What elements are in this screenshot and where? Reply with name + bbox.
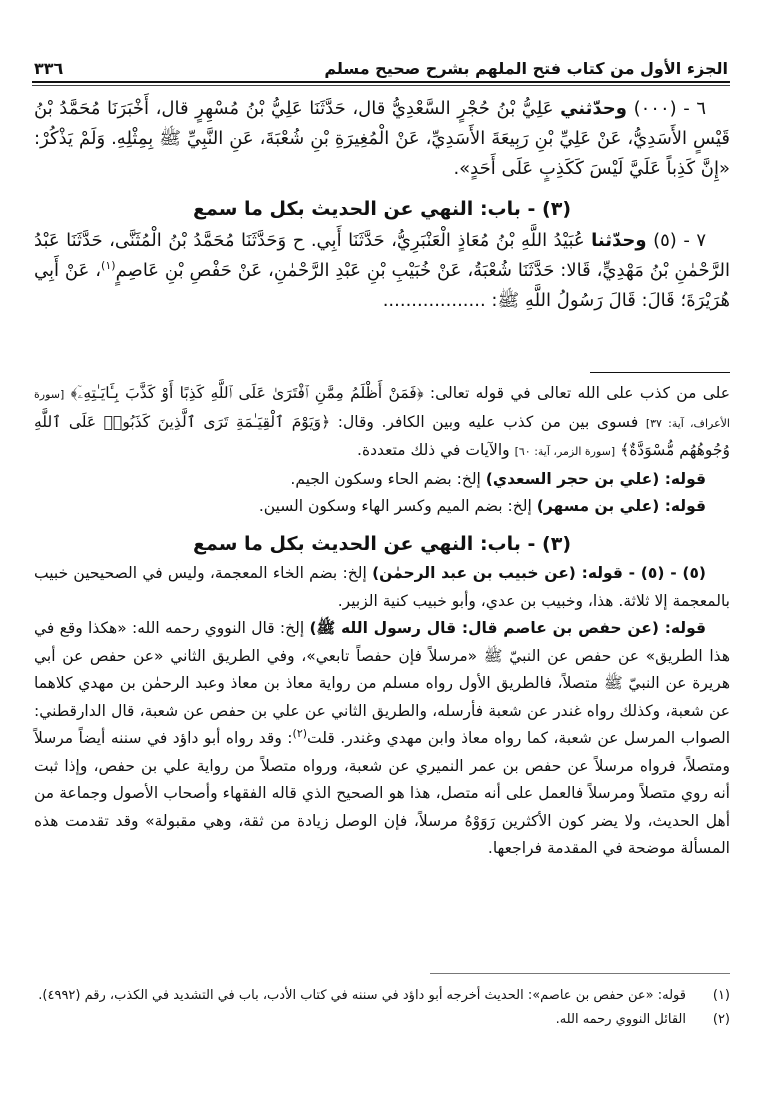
intro-text: على من كذب على الله تعالى في قوله تعالى: — [429, 384, 730, 402]
footnotes — [34, 984, 730, 1032]
verse-reference: [سورة الزمر، آية: ٦٠] — [514, 445, 616, 458]
header-rule — [32, 81, 730, 83]
commentary — [34, 380, 730, 863]
commentary-note — [34, 493, 730, 521]
footnote-separator — [430, 973, 730, 974]
header-rule-thin — [32, 85, 730, 86]
footnote-ref-2[interactable]: (٢) — [292, 726, 308, 740]
commentary-note — [34, 466, 730, 494]
intro-text: فسوى بين من كذب عليه وبين الكافر. وقال: — [337, 412, 639, 431]
footnote-ref-1[interactable]: (١) — [101, 259, 116, 272]
intro-text: والآيات في ذلك متعددة. — [357, 441, 510, 459]
footnote-number: (١) — [712, 988, 730, 1003]
quran-verse: ﴿وَيَوْمَ ٱلْقِيَـٰمَةِ تَرَى ٱلَّذِينَ كَذَبُوا۟ عَلَى ٱللَّهِ وُجُوهُهُم مُّسْوَدَّةٌ﴾ — [34, 412, 730, 459]
commentary-note — [34, 560, 730, 615]
hadith-lead: وحدّثنا — [591, 230, 647, 251]
note-text-cont: : وقد رواه أبو داؤد في سننه أيضاً مرسلاً ومتصلاً، فرواه مرسلاً عن حفص بن عمر النميري عن شعبة، ورواه متصلاً من رواية علي بن حفص، وإذا ثبت أنه روي متصلاً ومرسلاً فالعمل على أنه متصل، هذا هو الصحيح الذي قاله الفقهاء وأصحاب الأصول وجماعة من أهل الحديث، ولا يضر كون الأكثرين رَوَوْهُ مرسلاً، فإن الوصل زيادة من ثقة، وهي مقبولة» وقد تقدمت هذه المسألة موضحة في المقدمة فراجعها. — [34, 729, 730, 857]
hadith-7 — [34, 226, 730, 316]
section-separator — [590, 372, 730, 373]
running-title: الجزء الأول من كتاب فتح الملهم بشرح صحيح مسلم — [324, 59, 728, 78]
chapter-heading: (٣) - باب: النهي عن الحديث بكل ما سمع — [193, 532, 571, 555]
note-lead: (٥) - (٥) - قوله: (عن خبيب بن عبد الرحمٰن) — [372, 564, 707, 582]
page-number: ٣٣٦ — [34, 59, 64, 78]
footnote-2 — [34, 1008, 730, 1032]
note-text: إلخ: بضم الحاء وسكون الجيم. — [290, 469, 481, 488]
note-text: إلخ: بضم الميم وكسر الهاء وسكون السين. — [258, 497, 532, 515]
hadith-body: عَلِيُّ بْنُ حُجْرٍ السَّعْدِيُّ قال، حَدَّثَنَا عَلِيُّ بْنُ مُسْهِرٍ قال، أَخْبَرَنَا مُحَمَّدُ بْنُ قَيْسٍ الأَسَدِيُّ، عَنْ عَلِيِّ بْنِ رَبِيعَةَ الأَسَدِيِّ، عَنْ الْمُغِيرَةِ بْنِ شُعْبَةَ، عَنِ النَّبِيِّ ﷺ بِمِثْلِهِ. وَلَمْ يَذْكُرْ: «إِنَّ كَذِباً عَلَيَّ لَيْسَ كَكَذِبٍ عَلَى أَحَدٍ». — [34, 98, 730, 179]
quran-verse: ﴿فَمَنْ أَظْلَمُ مِمَّنِ ٱفْتَرَىٰ عَلَى ٱللَّهِ كَذِبًا أَوْ كَذَّبَ بِـَٔايَـٰتِهِۦٓ﴾ — [70, 384, 424, 402]
commentary-note — [34, 615, 730, 863]
hadith-lead: وحدّثني — [560, 98, 627, 119]
hadith-text — [34, 94, 730, 316]
note-lead: قوله: (عن حفص بن عاصم قال: قال رسول الله ﷺ) — [309, 619, 706, 637]
hadith-number: ٧ - (٥) — [653, 230, 706, 251]
commentary-intro — [34, 380, 730, 466]
note-text: إلخ: قال النووي رحمه الله: «هكذا وقع في هذا الطريق» عن حفص عن النبيّ ﷺ «مرسلاً فإن حفصاً تابعي»، وفي الطريق الثاني «عن حفص عن أبي هريرة عن النبيّ ﷺ متصلاً، فالطريق الأول رواه مسلم من رواية معاذ بن معاذ وعبد الرحمٰن بن مهدي كلاهما عن شعبة، وكذلك رواه غندر عن شعبة فأرسله، والطريق الثاني عن علي بن حفص عن شعبة، قال الدارقطني: الصواب المرسل عن شعبة، كما رواه معاذ وابن مهدي وغندر. قلت — [34, 619, 730, 747]
note-lead: قوله: (علي بن حجر السعدي) — [485, 469, 706, 488]
note-text: إلخ: بضم الخاء المعجمة، وليس في الصحيحين خبيب بالمعجمة إلا ثلاثة. هذا، وخبيب بن عدي، وأبو خبيب كنية الزبير. — [34, 564, 730, 610]
footnote-1 — [34, 984, 730, 1008]
footnote-number: (٢) — [712, 1012, 730, 1027]
footnote-text: القائل النووي رحمه الله. — [555, 1012, 686, 1027]
chapter-heading: (٣) - باب: النهي عن الحديث بكل ما سمع — [193, 198, 571, 220]
hadith-number: ٦ - (٠٠٠) — [633, 98, 706, 119]
hadith-body: عُبَيْدُ اللَّهِ بْنُ مُعَاذٍ الْعَنْبَرِيُّ، حَدَّثَنَا أَبِي. ح وَحَدَّثَنَا مُحَمَّدُ بْنُ الْمُثَنَّى، حَدَّثَنَا عَبْدُ الرَّحْمٰنِ بْنُ مَهْدِيٍّ، قَالا: حَدَّثَنَا شُعْبَةُ، عَنْ خُبَيْبِ بْنِ عَبْدِ الرَّحْمٰنِ، عَنْ حَفْصِ بْنِ عَاصِمٍ — [34, 230, 730, 281]
hadith-body-cont: ، عَنْ أَبِي هُرَيْرَةَ؛ قَالَ: قَالَ رَسُولُ اللَّهِ ﷺ: .................. — [34, 260, 730, 311]
page-header — [34, 50, 728, 78]
footnote-text: قوله: «عن حفص بن عاصم»: الحديث أخرجه أبو داؤد في سننه في كتاب الأدب، باب في التشديد في الكذب، رقم (٤٩٩٢). — [38, 988, 686, 1003]
verse-reference: [سورة الأعراف، آية: ٣٧] — [34, 388, 730, 430]
hadith-6 — [34, 94, 730, 184]
note-lead: قوله: (علي بن مسهر) — [536, 497, 706, 515]
